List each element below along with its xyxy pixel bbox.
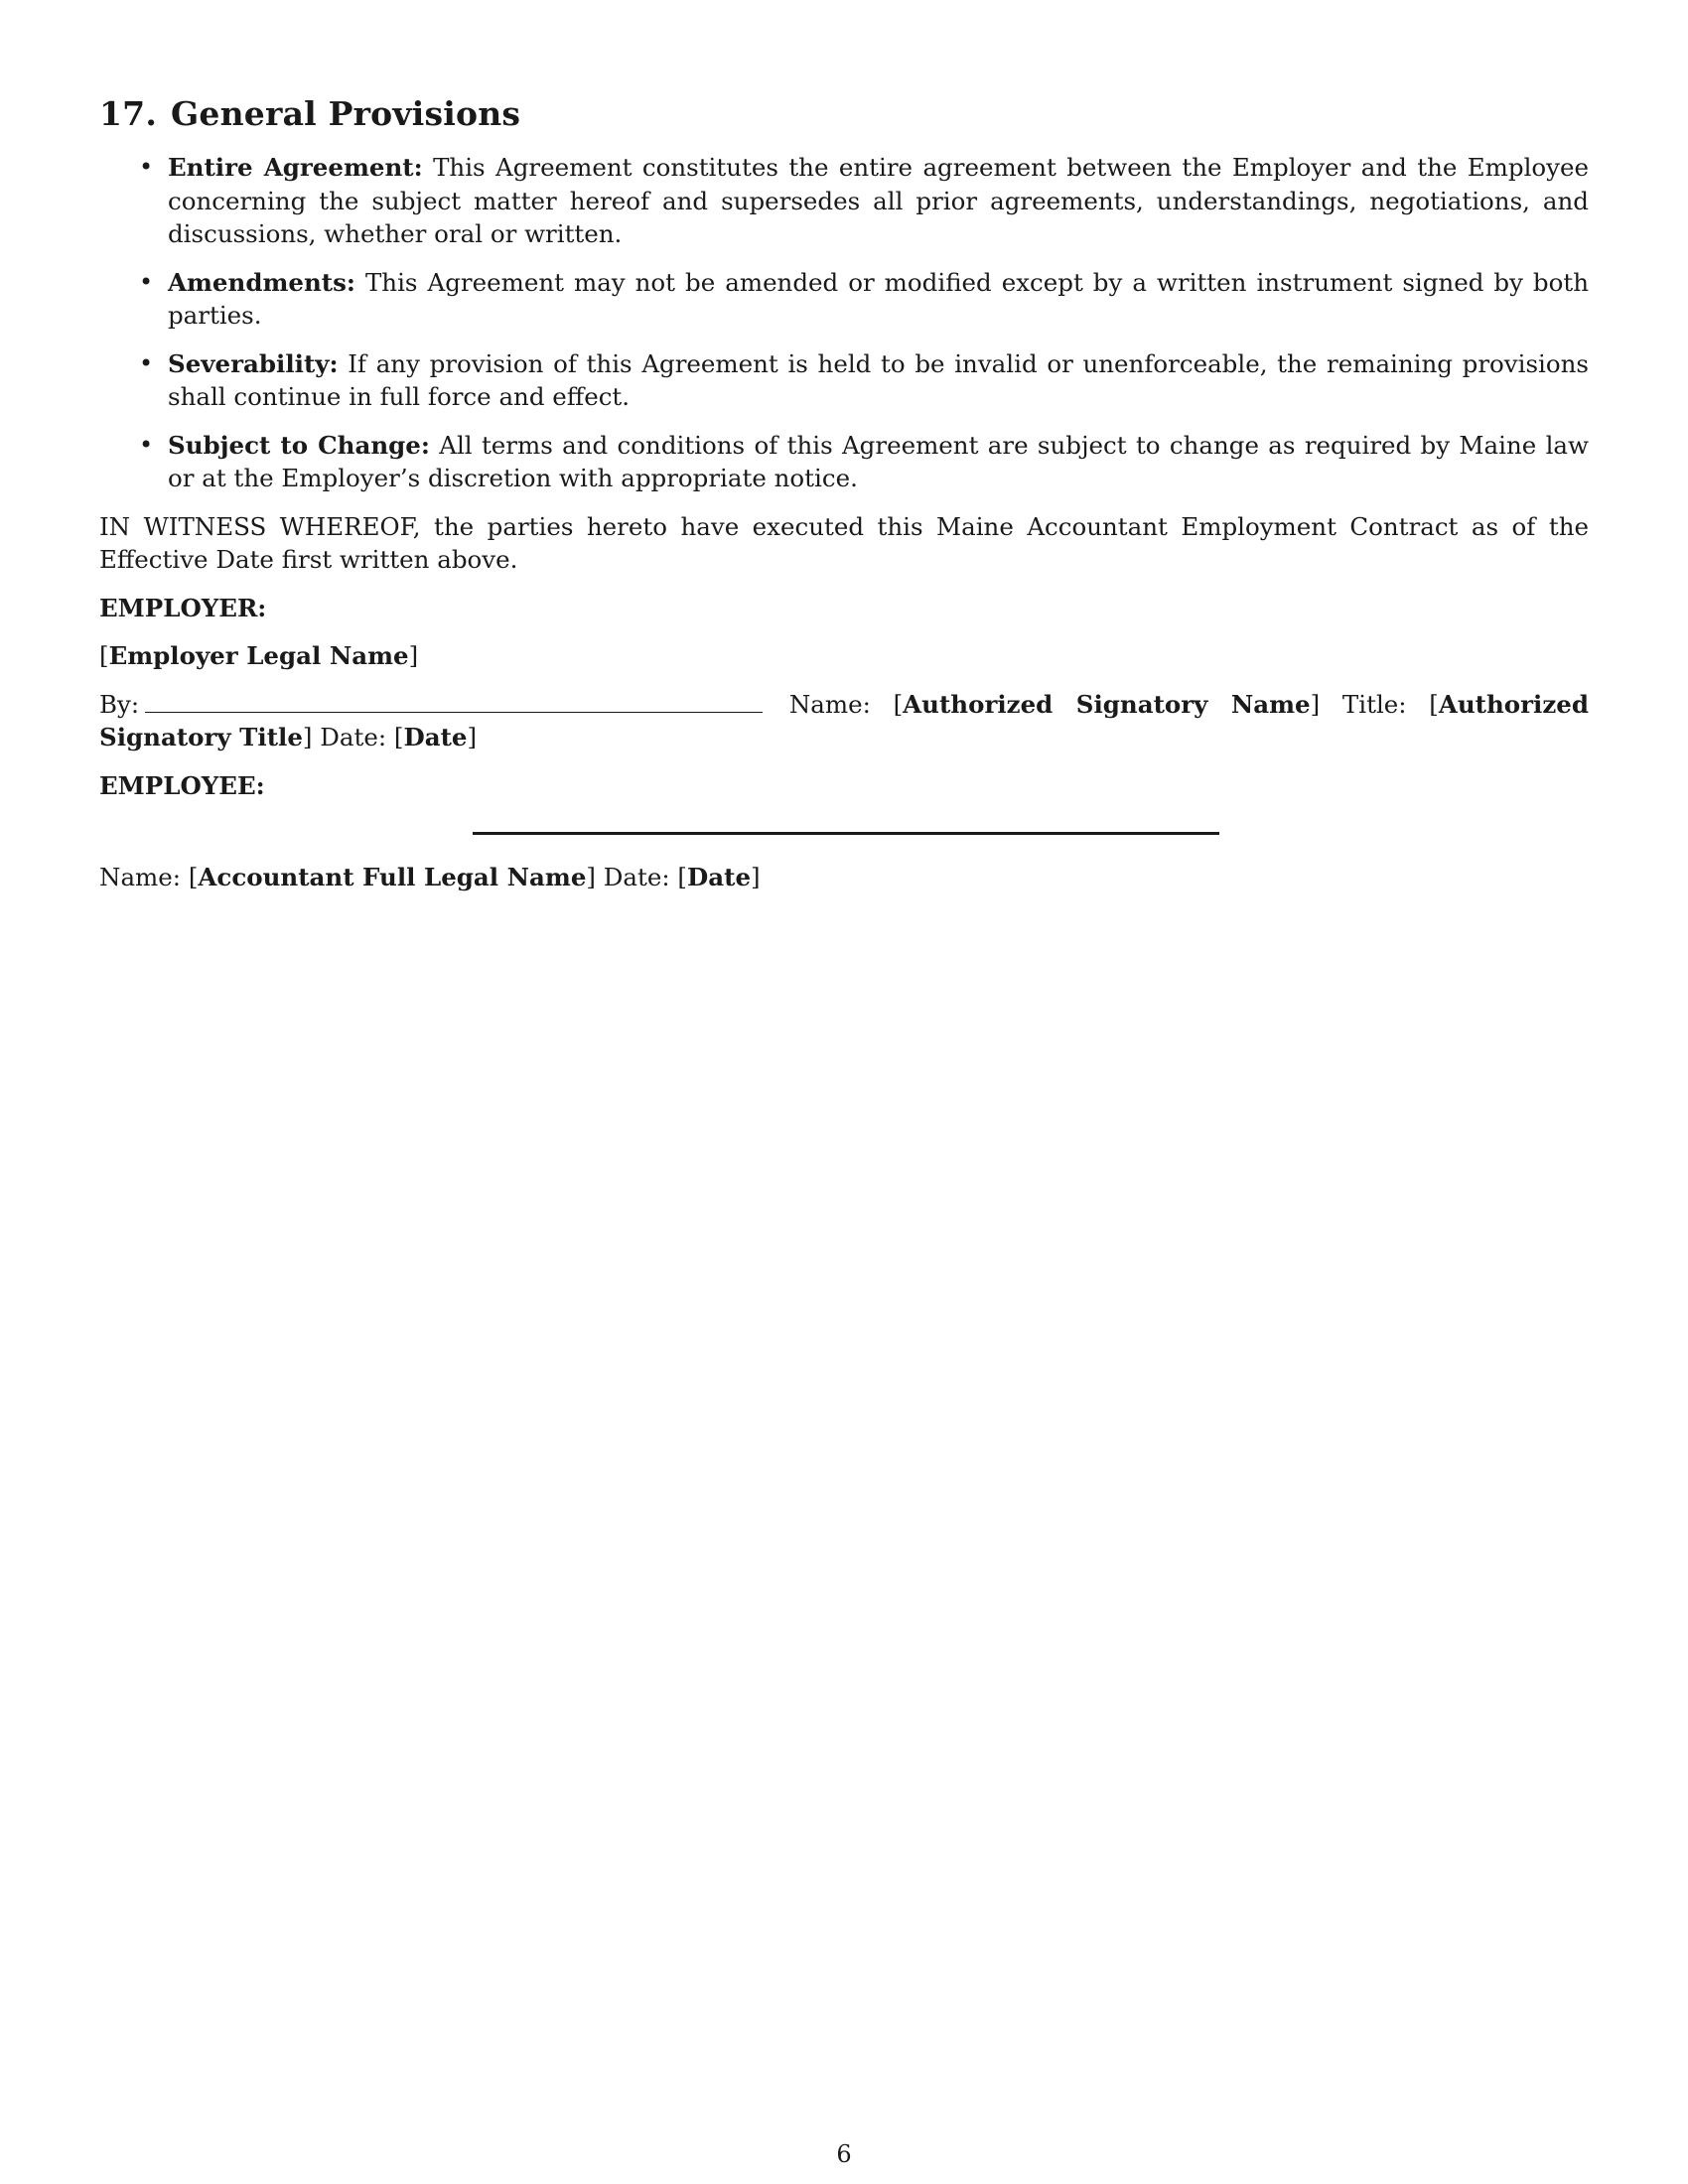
employer-name-label: Name: xyxy=(788,689,871,719)
employee-date: Date xyxy=(687,863,752,891)
bullet-icon: • xyxy=(139,348,154,377)
bullet-icon: • xyxy=(139,267,154,296)
provision-term: Subject to Change: xyxy=(168,430,430,460)
employer-signature-line: By: Name: [Authorized Signatory Name] Title: [Authorized Signatory Title] Date: [Date] xyxy=(99,689,1589,751)
employer-legal-name: Employer Legal Name xyxy=(108,641,409,670)
employer-date: Date xyxy=(403,723,468,751)
authorized-signatory-name: Authorized Signatory Name xyxy=(903,689,1311,719)
employee-date-label: Date: xyxy=(603,863,670,891)
employer-title-label: Title: xyxy=(1341,689,1407,719)
section-number: 17. xyxy=(99,94,158,133)
document-page xyxy=(99,91,1589,909)
bullet-icon: • xyxy=(139,430,154,459)
page-number: 6 xyxy=(836,2140,852,2168)
provision-term: Entire Agreement: xyxy=(168,153,423,182)
provision-item xyxy=(99,151,1589,251)
section-title: General Provisions xyxy=(171,94,521,133)
provision-term: Amendments: xyxy=(168,267,355,297)
bullet-icon: • xyxy=(139,153,154,181)
accountant-full-legal-name: Accountant Full Legal Name xyxy=(198,863,587,891)
employee-name-line: Name: [Accountant Full Legal Name] Date: [Date] xyxy=(99,863,761,891)
employer-legal-name-line: [Employer Legal Name] xyxy=(99,641,419,670)
witness-paragraph: IN WITNESS WHEREOF, the parties hereto have executed this Maine Accountant Employment Contract as of the Effective Date first written above. xyxy=(99,511,1589,574)
employer-heading: EMPLOYER: xyxy=(99,593,267,622)
provision-text: This Agreement constitutes the entire agreement between the Employer and the Employee concerning the subject matter hereof and supersedes all prior agreements, understandings, negotiations, and discussions, whether oral or written. xyxy=(168,153,1590,248)
provision-text: All terms and conditions of this Agreement are subject to change as required by Maine law or at the Employer’s discretion with appropriate notice. xyxy=(168,430,1589,492)
provision-text: This Agreement may not be amended or modified except by a written instrument signed by both parties. xyxy=(168,267,1589,330)
provision-text: If any provision of this Agreement is held to be invalid or unenforceable, the remaining provisions shall continue in full force and effect. xyxy=(168,348,1589,411)
authorized-signatory-title: Authorized Signatory Title xyxy=(99,689,1589,751)
employee-name-label: Name: xyxy=(99,863,182,891)
provision-term: Severability: xyxy=(168,348,339,378)
section-heading xyxy=(99,91,1589,137)
provisions-list xyxy=(99,151,1589,495)
provision-item xyxy=(99,347,1589,414)
provision-item xyxy=(99,429,1589,495)
employer-signature-blank[interactable] xyxy=(145,688,763,713)
employee-signature-line[interactable] xyxy=(473,832,1219,835)
employee-heading: EMPLOYEE: xyxy=(99,770,265,800)
provision-item xyxy=(99,266,1589,333)
employer-date-label: Date: xyxy=(320,723,387,751)
by-label: By: xyxy=(99,689,140,719)
